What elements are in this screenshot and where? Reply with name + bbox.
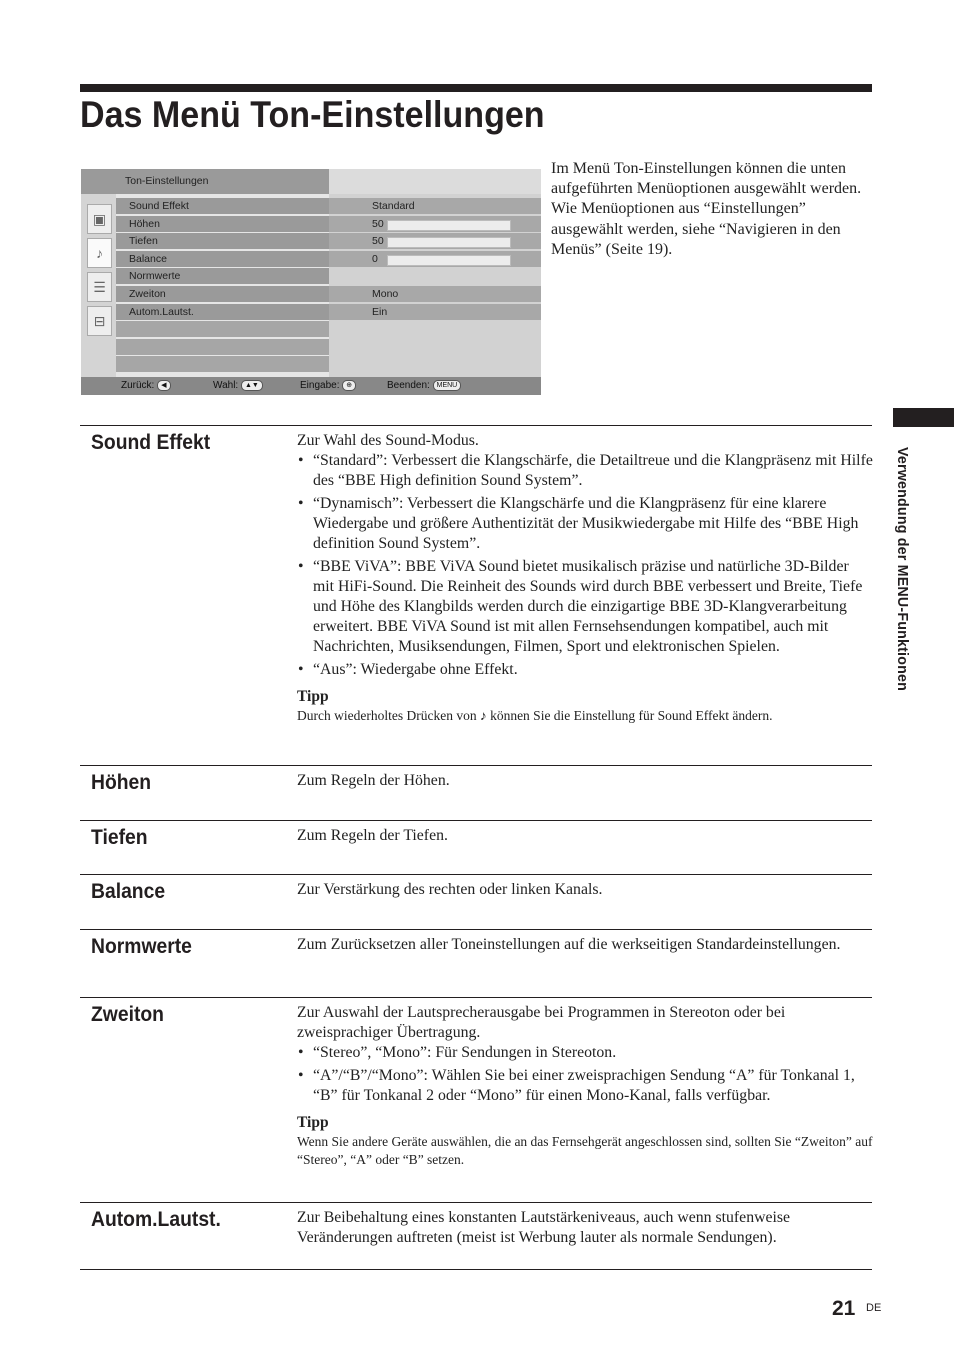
chapter-tab-label: Verwendung der MENU-Funktionen — [894, 447, 911, 692]
tv-menu-row — [116, 321, 541, 337]
section-bullet-list — [297, 451, 873, 680]
section-description: Zur Beibehaltung eines konstanten Lautstärkeniveaus, auch wenn stufenweise Veränderungen auftreten (meist ist Werbung lauter als normale Sendungen). — [297, 1209, 791, 1247]
tv-menu-row-label: Balance — [129, 252, 167, 265]
section-heading: Normwerte — [91, 935, 192, 958]
section-heading: Höhen — [91, 771, 152, 794]
section-heading: Zweiton — [91, 1003, 164, 1026]
tip-text: Wenn Sie andere Geräte auswählen, die an das Fernsehgerät angeschlossen sind, sollten Sie “Zweiton” auf “Stereo”, “A” oder “B” setzen. — [297, 1134, 873, 1167]
bullet-item: • “A”/“B”/“Mono”: Wählen Sie bei einer zweisprachigen Sendung “A” für Tonkanal 1, “B” für Tonkanal 2 oder “Mono” für einen Mono-Kanal, falls verfügbar. — [297, 1066, 873, 1106]
enter-key-icon: ⊕ — [342, 380, 356, 391]
tv-menu-row — [116, 233, 541, 249]
section-description: Zur Verstärkung des rechten oder linken Kanals. — [297, 881, 603, 898]
section-rule — [80, 997, 872, 998]
bullet-item: • “Standard”: Verbessert die Klangschärfe, die Detailtreue und die Klangpräsenz mit Hilfe des “BBE High definition Sound System”. — [297, 451, 873, 491]
bottom-rule — [80, 1269, 872, 1270]
tv-menu-titlebar — [81, 169, 329, 194]
tv-menu-row — [116, 339, 541, 355]
music-note-icon: ♪ — [87, 238, 112, 268]
tv-menu-row-value: 50 — [372, 217, 384, 230]
bullet-item: • “Aus”: Wiedergabe ohne Effekt. — [297, 660, 873, 680]
tv-menu-row-value: Standard — [372, 200, 415, 212]
footer-enter: Eingabe: ⊕ — [300, 380, 356, 391]
tv-menu-rows — [116, 198, 541, 374]
section-heading: Balance — [91, 880, 166, 903]
tv-menu-row-value: 0 — [372, 252, 378, 265]
section-body — [297, 771, 873, 791]
tv-menu-row — [116, 216, 541, 232]
section-body — [297, 935, 873, 955]
picture-icon: ▣ — [87, 204, 112, 234]
tip-heading: Tipp — [297, 1114, 329, 1132]
tv-menu-row-label: Zweiton — [129, 287, 166, 300]
section-rule — [80, 929, 872, 930]
tv-menu-row-value: 50 — [372, 235, 384, 248]
section-description: Zum Regeln der Tiefen. — [297, 827, 448, 844]
section-bullet-list — [297, 1043, 873, 1106]
tv-menu-row — [116, 198, 541, 214]
section-rule — [80, 1202, 872, 1203]
tv-menu-row-label: Normwerte — [129, 270, 181, 283]
footer-exit: Beenden: MENU — [387, 380, 461, 391]
list-icon: ☰ — [87, 272, 112, 302]
section-description: Zur Auswahl der Lautsprecherausgabe bei Programmen in Stereoton oder bei zweisprachiger Übertragung. — [297, 1004, 786, 1042]
tv-menu-row — [116, 251, 541, 267]
footer-select: Wahl: ▲▼ — [213, 380, 263, 391]
section-description: Zum Regeln der Höhen. — [297, 772, 450, 789]
bullet-item: • “Stereo”, “Mono”: Für Sendungen in Stereoton. — [297, 1043, 873, 1063]
title-rule — [80, 84, 872, 92]
tv-menu-sidebar — [81, 194, 116, 377]
tv-menu-row — [116, 356, 541, 372]
tv-menu-row-value: Mono — [372, 287, 399, 300]
section-body — [297, 431, 873, 725]
tv-menu-screenshot — [81, 169, 541, 395]
tv-menu-slider — [387, 220, 511, 231]
tv-menu-row-value: Ein — [372, 305, 388, 318]
menu-key-icon: MENU — [433, 380, 462, 391]
section-heading: Autom.Lautst. — [91, 1208, 221, 1231]
page-language: DE — [866, 1302, 882, 1314]
tv-menu-title: Ton-Einstellungen — [125, 175, 209, 187]
section-description: Zum Zurücksetzen aller Toneinstellungen auf die werkseitigen Standardeinstellungen. — [297, 936, 841, 953]
tv-menu-row — [116, 304, 541, 320]
tv-menu-slider — [387, 237, 511, 248]
up-down-arrow-icon: ▲▼ — [241, 380, 263, 391]
section-rule — [80, 765, 872, 766]
tip-heading: Tipp — [297, 688, 329, 706]
bullet-item: • “BBE ViVA”: BBE ViVA Sound bietet musikalisch präzise und natürliche 3D-Bilder mit HiFi-Sound. Die Reinheit des Sounds wird durch BBE verbessert und Breite, Tiefe und Höhe des Klangbilds werden durch die einzigartige BBE 3D-Klangverarbeitung erweitert. BBE ViVA Sound ist mit allen Fernsehsendungen kompatibel, auch mit Nachrichten, Musiksendungen, Filmen, Sport und elektronischen Spielen. — [297, 557, 873, 657]
tv-menu-row-label: Tiefen — [129, 235, 158, 248]
toolbox-icon: ⊟ — [87, 306, 112, 336]
section-description: Zur Wahl des Sound-Modus. — [297, 432, 479, 449]
section-rule — [80, 874, 872, 875]
tv-menu-footer — [81, 377, 541, 395]
section-body — [297, 826, 873, 846]
section-rule — [80, 820, 872, 821]
tv-menu-row-label: Autom.Lautst. — [129, 305, 194, 318]
chapter-tab — [893, 408, 954, 427]
footer-back: Zurück: ◀ — [121, 380, 171, 391]
tip-text: Durch wiederholtes Drücken von ♪ können Sie die Einstellung für Sound Effekt ändern. — [297, 708, 773, 724]
section-body — [297, 1003, 873, 1168]
section-body — [297, 1208, 873, 1248]
bullet-item: • “Dynamisch”: Verbessert die Klangschärfe und die Klangpräsenz für eine klarere Wiedergabe und größere Authentizität der Musikwiedergabe mit Hilfe des “BBE High definition Sound System”. — [297, 494, 873, 554]
back-arrow-icon: ◀ — [157, 380, 170, 391]
section-heading: Tiefen — [91, 826, 148, 849]
tv-menu-row — [116, 286, 541, 302]
section-heading: Sound Effekt — [91, 431, 211, 454]
section-rule — [80, 425, 872, 426]
tv-menu-row-label: Sound Effekt — [129, 200, 189, 212]
page-number: 21 — [832, 1297, 856, 1320]
intro-paragraph: Im Menü Ton-Einstellungen können die unten aufgeführten Menüoptionen ausgewählt werden. Wie Menüoptionen aus “Einstellungen” ausgewählt werden, siehe “Navigieren in den Menüs” (Seite 19). — [551, 160, 862, 258]
section-body — [297, 880, 873, 900]
tv-menu-row — [116, 268, 541, 284]
tv-menu-slider — [387, 255, 511, 266]
page-title: Das Menü Ton-Einstellungen — [80, 94, 545, 135]
tv-menu-row-label: Höhen — [129, 217, 160, 230]
